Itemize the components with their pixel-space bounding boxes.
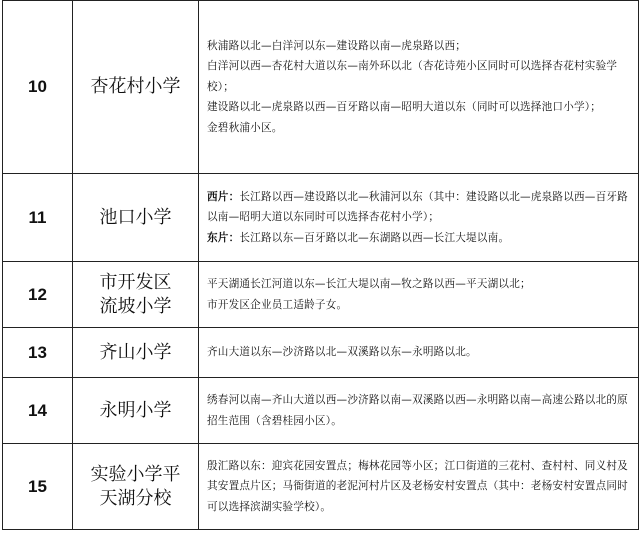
school-name	[73, 262, 199, 328]
enrollment-area	[199, 328, 639, 378]
area-line: 建设路以北—虎泉路以西—百牙路以南—昭明大道以东（同时可以选择池口小学）；	[207, 101, 602, 114]
school-name-line: 杏花村小学	[90, 76, 181, 97]
school-name	[73, 174, 199, 262]
enrollment-area	[199, 262, 639, 328]
area-line: 秋浦路以北—白洋河以东—建设路以南—虎泉路以西；	[207, 39, 467, 52]
area-line: 白洋河以西—杏花村大道以东—南外环以北（杏花诗苑小区同时可以选择杏花村实验学校）；	[207, 60, 618, 93]
school-name	[73, 378, 199, 444]
area-line: 市开发区企业员工适龄子女。	[207, 298, 348, 311]
enrollment-zone-table	[2, 0, 639, 530]
table-row	[3, 1, 639, 174]
table-row	[3, 444, 639, 530]
enrollment-area	[199, 174, 639, 262]
table-row	[3, 328, 639, 378]
area-line: 齐山大道以东—沙济路以北—双溪路以东—永明路以北。	[207, 346, 477, 359]
row-number: 10	[3, 1, 73, 174]
row-number: 11	[3, 174, 73, 262]
row-number: 12	[3, 262, 73, 328]
table-row	[3, 262, 639, 328]
area-text: 长江路以西—建设路以北—秋浦河以东（其中：建设路以北—虎泉路以西—百牙路以南—昭明大道以东同时可以选择杏花村小学）；	[207, 190, 628, 224]
area-line	[207, 187, 634, 228]
row-number: 13	[3, 328, 73, 378]
table-row	[3, 378, 639, 444]
area-line: 绣春河以南—齐山大道以西—沙济路以南—双溪路以西—永明路以南—高速公路以北的原招生范围（含碧桂园小区）。	[207, 394, 628, 427]
school-name-line: 流坡小学	[99, 295, 172, 317]
area-tag: 西片：	[207, 190, 240, 203]
school-name-line: 齐山小学	[99, 341, 172, 363]
enrollment-area	[199, 1, 639, 174]
area-line	[207, 228, 634, 249]
row-number: 14	[3, 378, 73, 444]
school-name-line: 天湖分校	[99, 487, 172, 509]
enrollment-area	[199, 378, 639, 444]
school-name-line: 永明小学	[99, 399, 172, 421]
area-text: 长江路以东—百牙路以北—东湖路以西—长江大堤以南。	[239, 231, 510, 244]
school-name	[73, 1, 199, 174]
enrollment-area	[199, 444, 639, 530]
school-name-line: 实验小学平	[90, 463, 181, 485]
school-name	[73, 444, 199, 530]
area-line: 殷汇路以东：迎宾花园安置点；梅林花园等小区；江口街道的三花村、查村村、同义村及其安置点片区；马衙街道的老泥河村片区及老杨安村安置点（其中：老杨安村安置点同时可以选择滨湖实验学校）。	[207, 459, 628, 513]
row-number: 15	[3, 444, 73, 530]
school-name-line: 市开发区	[99, 271, 172, 293]
area-line: 平天湖通长江河道以东—长江大堤以南—牧之路以西—平天湖以北；	[207, 278, 531, 290]
school-name	[73, 328, 199, 378]
table-row	[3, 174, 639, 262]
area-tag: 东片：	[207, 231, 240, 244]
area-line: 金碧秋浦小区。	[207, 121, 283, 134]
table-body	[3, 1, 639, 530]
school-name-line: 池口小学	[99, 206, 172, 228]
